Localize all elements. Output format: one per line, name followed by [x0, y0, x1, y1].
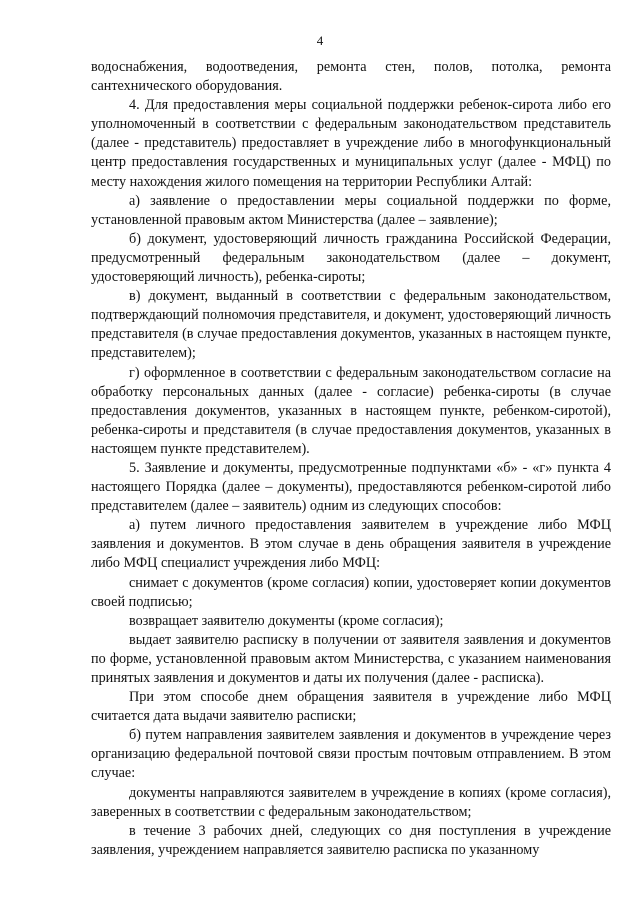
paragraph: 5. Заявление и документы, предусмотренные подпунктами «б» - «г» пункта 4 настоящего Порядка (далее – документы), предоставляются ребенком-сиротой либо представителем (далее – заявитель) одним из следующих способов:	[91, 459, 611, 515]
paragraph: а) путем личного предоставления заявителем в учреждение либо МФЦ заявления и документов. В этом случае в день обращения заявителя в учреждение либо МФЦ специалист учреждения либо МФЦ:	[91, 517, 611, 572]
paragraph: б) путем направления заявителем заявления и документов в учреждение через организацию федеральной почтовой связи простым почтовым отправлением. В этом случае:	[91, 727, 611, 782]
paragraph: документы направляются заявителем в учреждение в копиях (кроме согласия), заверенных в соответствии с федеральным законодательством;	[91, 784, 611, 820]
paragraph: При этом способе днем обращения заявителя в учреждение либо МФЦ считается дата выдачи заявителю расписки;	[91, 689, 611, 725]
paragraph: снимает с документов (кроме согласия) копии, удостоверяет копии документов своей подписью;	[91, 574, 611, 610]
paragraph: а) заявление о предоставлении меры социальной поддержки по форме, установленной правовым актом Министерства (далее – заявление);	[91, 192, 611, 228]
paragraph: выдает заявителю расписку в получении от заявителя заявления и документов по форме, установленной правовым актом Министерства, с указанием наименования принятых заявления и документов и даты их получения (далее - расписка).	[91, 631, 611, 686]
document-body	[91, 58, 611, 860]
paragraph: водоснабжения, водоотведения, ремонта стен, полов, потолка, ремонта сантехнического оборудования.	[91, 59, 611, 95]
paragraph: в) документ, выданный в соответствии с федеральным законодательством, подтверждающий полномочия представителя, и документ, удостоверяющий личность представителя (в случае предоставления документов, указанных в настоящем пункте, представителем);	[91, 288, 611, 362]
page-number: 4	[316, 33, 324, 48]
paragraph: 4. Для предоставления меры социальной поддержки ребенок-сирота либо его уполномоченный в соответствии с федеральным законодательством представитель (далее - представитель) предоставляет в учреждение либо в многофункциональный центр предоставления государственных и муниципальных услуг (далее - МФЦ) по месту нахождения жилого помещения на территории Республики Алтай:	[91, 97, 611, 190]
paragraph: б) документ, удостоверяющий личность гражданина Российской Федерации, предусмотренный федеральным законодательством (далее – документ, удостоверяющий личность), ребенка-сироты;	[91, 230, 611, 286]
paragraph: г) оформленное в соответствии с федеральным законодательством согласие на обработку персональных данных (далее - согласие) ребенка-сироты (в случае предоставления документов, указанных в настоящем пункте, ребенком-сиротой), ребенка-сироты и представителя (в случае предоставления документов, указанных в настоящем пункте представителем).	[91, 364, 611, 457]
paragraph: в течение 3 рабочих дней, следующих со дня поступления в учреждение заявления, учреждением направляется заявителю расписка по указанному	[91, 822, 611, 858]
paragraph: возвращает заявителю документы (кроме согласия);	[129, 612, 444, 629]
